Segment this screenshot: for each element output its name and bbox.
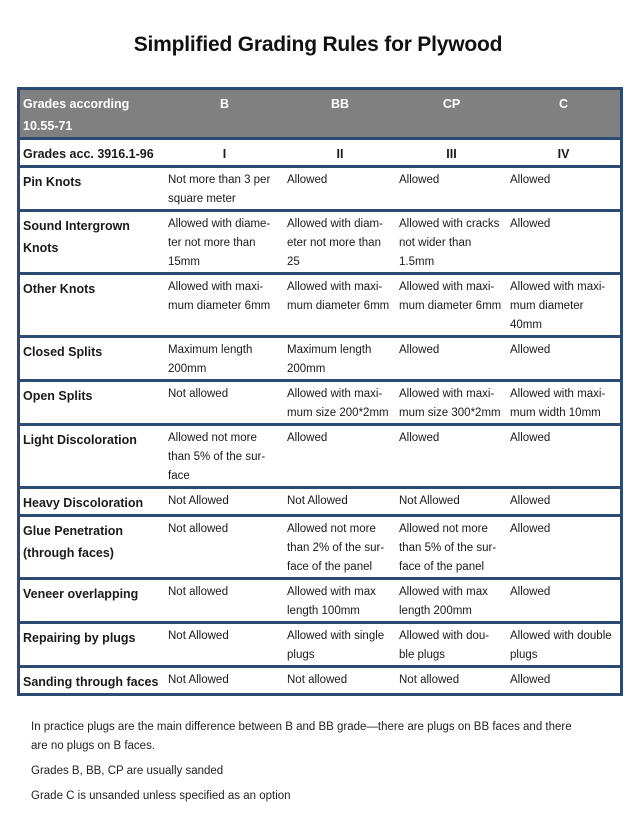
row-label: Light Discoloration (23, 433, 137, 447)
table-cell: Allowed with maxi-mum diameter 40mm (510, 281, 606, 331)
table-cell: Allowed (287, 174, 328, 186)
table-row (20, 209, 620, 272)
table-cell: Not allowed (168, 523, 229, 535)
subheader-cell: I (222, 147, 227, 161)
note: Grade C is unsanded unless specified as an option (31, 790, 291, 802)
note: Grades B, BB, CP are usually sanded (31, 765, 224, 777)
table-cell: Allowed with maxi-mum size 200*2mm (287, 388, 389, 419)
table-cell: Not Allowed (168, 674, 229, 686)
table-cell: Allowed with max length 200mm (399, 586, 488, 617)
row-label: Other Knots (23, 282, 96, 296)
table-cell: Allowed with single plugs (287, 630, 385, 661)
table-cell: Allowed (510, 586, 551, 598)
table-cell: Allowed with max length 100mm (287, 586, 376, 617)
header-cell: B (219, 97, 230, 111)
table-cell: Not allowed (168, 388, 229, 400)
table-cell: Allowed (510, 523, 551, 535)
table-row (20, 165, 620, 209)
row-label: Open Splits (23, 389, 93, 403)
table-row (20, 272, 620, 335)
table-cell: Maximum length 200mm (168, 344, 253, 375)
grading-table (17, 87, 623, 696)
table-cell: Allowed (399, 344, 440, 356)
table-cell: Allowed with diame-ter not more than 15mm (168, 218, 271, 268)
table-cell: Allowed not more than 2% of the sur-face of the panel (287, 523, 385, 573)
row-label: Repairing by plugs (23, 631, 136, 645)
table-row (20, 665, 620, 693)
table-cell: Allowed (510, 218, 551, 230)
table-cell: Allowed with maxi-mum diameter 6mm (399, 281, 502, 312)
table-cell: Allowed with maxi-mum diameter 6mm (287, 281, 390, 312)
table-cell: Not allowed (287, 674, 348, 686)
table-cell: Not Allowed (399, 495, 460, 507)
table-cell: Allowed (399, 174, 440, 186)
note: In practice plugs are the main difference between B and BB grade—there are plugs on BB faces and there are no plugs on B faces. (31, 721, 572, 752)
table-row (20, 577, 620, 621)
table-cell: Allowed (399, 432, 440, 444)
header-cell: CP (442, 97, 461, 111)
subheader-cell: III (446, 147, 457, 161)
table-cell: Allowed (510, 174, 551, 186)
table-cell: Allowed with diam-eter not more than 25 (287, 218, 383, 268)
table-row (20, 335, 620, 379)
table-cell: Not Allowed (287, 495, 348, 507)
row-label: Sound Intergrown Knots (23, 219, 130, 255)
table-cell: Maximum length 200mm (287, 344, 372, 375)
row-label: Closed Splits (23, 345, 103, 359)
table-cell: Allowed (287, 432, 328, 444)
table-cell: Not allowed (168, 586, 229, 598)
row-label: Glue Penetration (through faces) (23, 524, 124, 560)
table-cell: Allowed not more than 5% of the sur-face of the panel (399, 523, 497, 573)
table-row (20, 514, 620, 577)
table-cell: Allowed with maxi-mum width 10mm (510, 388, 606, 419)
table-cell: Allowed not more than 5% of the sur-face (168, 432, 266, 482)
table-subheader-row (20, 137, 620, 165)
header-cell: C (558, 97, 569, 111)
header-cell: Grades according 10.55-71 (23, 97, 130, 133)
subheader-cell: IV (557, 147, 570, 161)
table-cell: Allowed (510, 495, 551, 507)
table-cell: Allowed with maxi-mum diameter 6mm (168, 281, 271, 312)
table-row (20, 486, 620, 514)
subheader-cell: II (336, 147, 344, 161)
table-cell: Not allowed (399, 674, 460, 686)
row-label: Sanding through faces (23, 675, 159, 689)
row-label: Heavy Discoloration (23, 496, 144, 510)
table-row (20, 621, 620, 665)
table-row (20, 379, 620, 423)
page-title: Simplified Grading Rules for Plywood (133, 33, 503, 56)
table-cell: Not Allowed (168, 630, 229, 642)
table-cell: Allowed (510, 674, 551, 686)
table-cell: Allowed (510, 344, 551, 356)
table-cell: Allowed with dou-ble plugs (399, 630, 490, 661)
table-cell: Allowed (510, 432, 551, 444)
table-header-row (20, 90, 620, 137)
header-cell: BB (330, 97, 350, 111)
table-cell: Not Allowed (168, 495, 229, 507)
row-label: Veneer overlapping (23, 587, 139, 601)
notes (31, 718, 591, 812)
table-cell: Not more than 3 per square meter (168, 174, 271, 205)
table-cell: Allowed with double plugs (510, 630, 612, 661)
table-cell: Allowed with maxi-mum size 300*2mm (399, 388, 501, 419)
row-label: Pin Knots (23, 175, 82, 189)
table-row (20, 423, 620, 486)
table-cell: Allowed with cracks not wider than 1.5mm (399, 218, 500, 268)
subheader-cell: Grades acc. 3916.1-96 (23, 147, 154, 161)
